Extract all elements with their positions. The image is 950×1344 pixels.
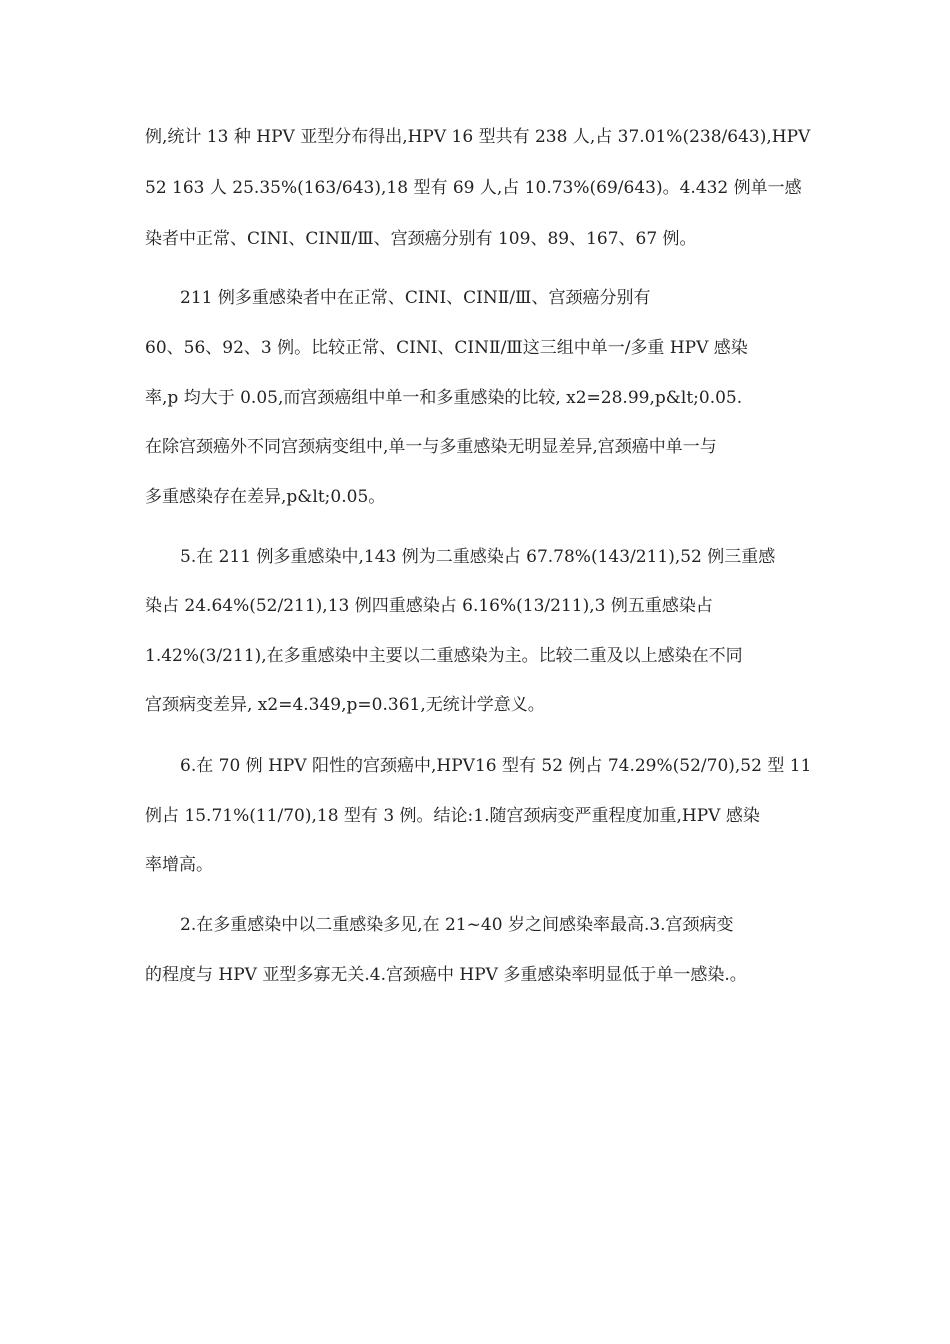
text-line: 多重感染存在差异,p&lt;0.05。 <box>145 487 386 507</box>
text-line: 6.在 70 例 HPV 阳性的宫颈癌中,HPV16 型有 52 例占 74.29%(52/70),52 型 11 <box>180 756 812 776</box>
text-line: 染者中正常、CINⅠ、CINⅡ/Ⅲ、宫颈癌分别有 109、89、167、67 例。 <box>145 229 697 249</box>
text-line: 5.在 211 例多重感染中,143 例为二重感染占 67.78%(143/211),52 例三重感 <box>180 547 776 567</box>
text-line: 在除宫颈癌外不同宫颈病变组中,单一与多重感染无明显差异,宫颈癌中单一与 <box>145 437 717 457</box>
text-line: 1.42%(3/211),在多重感染中主要以二重感染为主。比较二重及以上感染在不同 <box>145 646 743 666</box>
text-line: 52 163 人 25.35%(163/643),18 型有 69 人,占 10.73%(69/643)。4.432 例单一感 <box>145 178 802 198</box>
text-line: 211 例多重感染者中在正常、CINⅠ、CINⅡ/Ⅲ、宫颈癌分别有 <box>180 288 651 308</box>
text-line: 例,统计 13 种 HPV 亚型分布得出,HPV 16 型共有 238 人,占 37.01%(238/643),HPV <box>145 127 811 147</box>
text-line: 率增高。 <box>145 855 213 875</box>
text-line: 率,p 均大于 0.05,而宫颈癌组中单一和多重感染的比较, x2=28.99,p&lt;0.05. <box>145 388 743 408</box>
text-line: 染占 24.64%(52/211),13 例四重感染占 6.16%(13/211),3 例五重感染占 <box>145 596 713 616</box>
text-line: 60、56、92、3 例。比较正常、CINⅠ、CINⅡ/Ⅲ这三组中单一/多重 HPV 感染 <box>145 338 748 358</box>
text-line: 2.在多重感染中以二重感染多见,在 21~40 岁之间感染率最高.3.宫颈病变 <box>180 915 734 935</box>
text-line: 例占 15.71%(11/70),18 型有 3 例。结论:1.随宫颈病变严重程度加重,HPV 感染 <box>145 806 760 826</box>
text-line: 的程度与 HPV 亚型多寡无关.4.宫颈癌中 HPV 多重感染率明显低于单一感染.。 <box>145 965 747 985</box>
text-line: 宫颈病变差异, x2=4.349,p=0.361,无统计学意义。 <box>145 695 545 715</box>
